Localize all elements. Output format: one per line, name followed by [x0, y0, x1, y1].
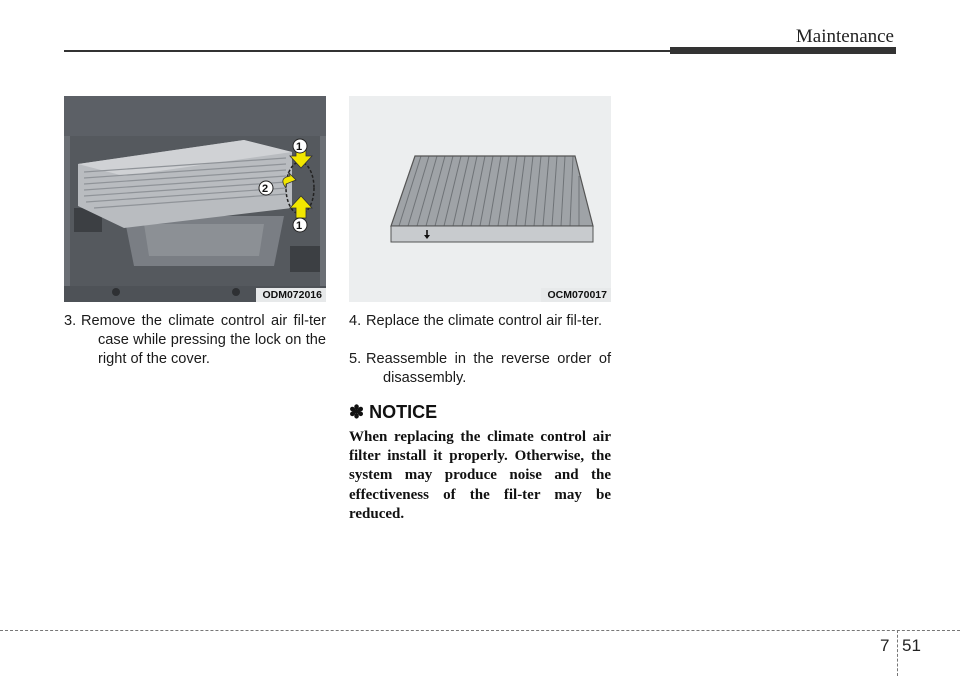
step-number: 5. — [349, 351, 362, 367]
figure-air-filter — [349, 96, 611, 302]
callout-1-top: 1 — [296, 141, 303, 153]
notice-symbol-icon: ✽ — [349, 402, 365, 422]
page-number: 51 — [902, 636, 921, 655]
chapter-number: 7 — [880, 636, 890, 655]
header-rule-accent — [670, 47, 896, 54]
callout-2: 2 — [262, 183, 269, 195]
section-title: Maintenance — [795, 26, 894, 47]
step-5 — [349, 350, 611, 388]
step-text: Replace the climate control air fil-ter. — [366, 313, 603, 329]
figure-code: ODM072016 — [256, 288, 326, 302]
callout-1-bottom: 1 — [296, 220, 303, 232]
step-3 — [64, 312, 326, 369]
step-text: Remove the climate control air fil-ter case while pressing the lock on the right of the cover. — [81, 313, 326, 367]
figure-filter-case-removal — [64, 96, 326, 302]
filter-case-illustration — [64, 96, 326, 302]
footer-rule — [0, 630, 960, 631]
air-filter-illustration — [349, 96, 611, 302]
step-text: Reassemble in the reverse order of disassembly. — [366, 351, 611, 386]
notice-body: When replacing the climate control air filter install it properly. Otherwise, the system may produce noise and the effectiveness of the fil-ter may be reduced. — [349, 429, 611, 522]
figure-code: OCM070017 — [541, 288, 611, 302]
footer-divider — [897, 630, 898, 676]
step-4 — [349, 312, 611, 331]
step-number: 4. — [349, 313, 362, 329]
notice-title: NOTICE — [369, 402, 438, 422]
notice-heading — [349, 402, 437, 423]
step-number: 3. — [64, 313, 77, 329]
